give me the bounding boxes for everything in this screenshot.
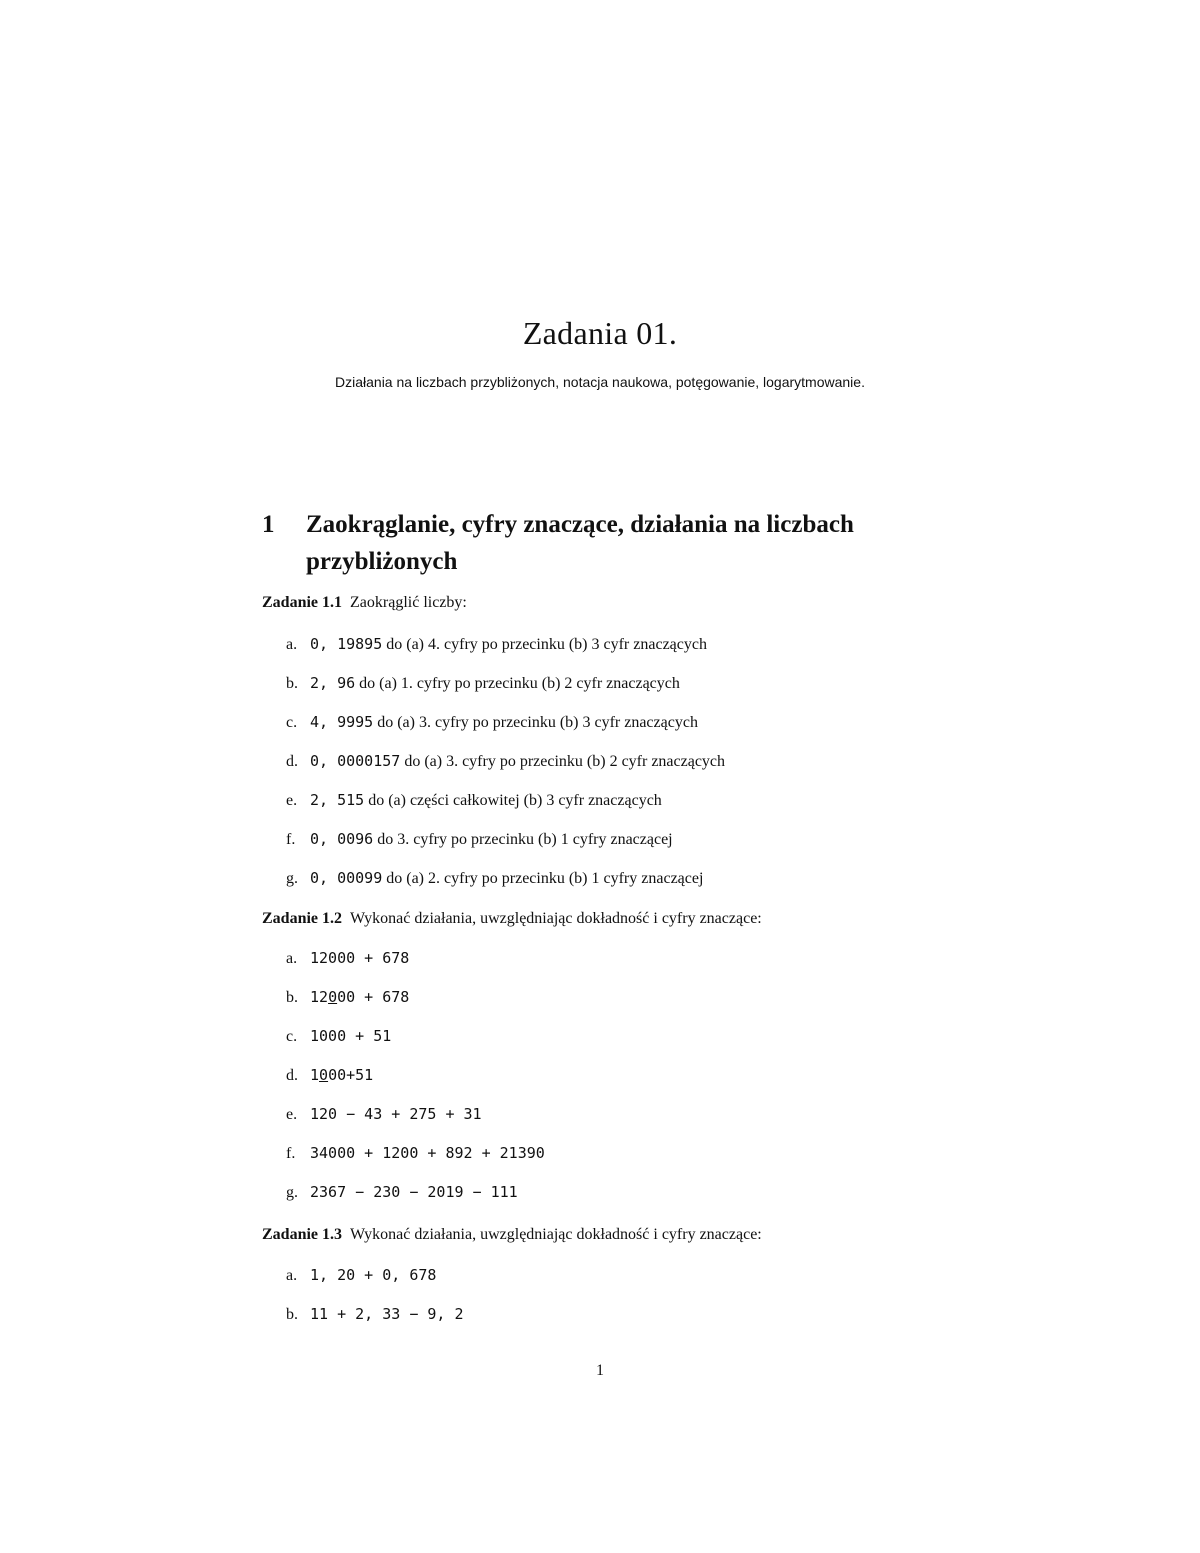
list-item — [286, 790, 725, 829]
item-letter: e. — [286, 1106, 298, 1123]
item-expression: 12000 + 678 — [310, 949, 410, 967]
list-item — [286, 673, 725, 712]
item-number: 0, 0000157 — [310, 752, 401, 770]
list-item — [286, 1026, 545, 1065]
item-letter: d. — [286, 753, 298, 770]
list-item — [286, 751, 725, 790]
item-expression: 120 − 43 + 275 + 31 — [310, 1105, 482, 1123]
item-letter: g. — [286, 870, 298, 887]
expression-part: 00 + 678 — [337, 988, 410, 1006]
list-item — [286, 634, 725, 673]
task-description: Zaokrąglić liczby: — [350, 594, 467, 611]
task-label: Zadanie 1.1 — [262, 594, 343, 611]
task-1-2-title — [262, 910, 762, 928]
item-letter: c. — [286, 714, 298, 731]
underlined-digit: 0 — [328, 988, 338, 1006]
item-expression: 2367 − 230 − 2019 − 111 — [310, 1183, 518, 1201]
list-item — [286, 1182, 545, 1221]
item-expression: 1000 + 51 — [310, 1027, 392, 1045]
item-number: 0, 0096 — [310, 830, 374, 848]
item-text: do (a) 2. cyfry po przecinku (b) 1 cyfry znaczącej — [382, 870, 704, 887]
section-heading — [262, 506, 962, 580]
expression-part: 00+51 — [328, 1066, 374, 1084]
list-item — [286, 1265, 464, 1304]
document-title: Zadania 01. — [522, 315, 678, 351]
item-text: do (a) 3. cyfry po przecinku (b) 2 cyfr znaczących — [400, 753, 726, 770]
document-subtitle: Działania na liczbach przybliżonych, notacja naukowa, potęgowanie, logarytmowanie. — [335, 374, 865, 390]
item-letter: e. — [286, 792, 298, 809]
item-letter: a. — [286, 636, 298, 653]
expression-part: 12 — [310, 988, 329, 1006]
item-number: 0, 19895 — [310, 635, 383, 653]
item-text: do (a) 3. cyfry po przecinku (b) 3 cyfr znaczących — [373, 714, 698, 731]
item-text: do (a) 4. cyfry po przecinku (b) 3 cyfr znaczących — [382, 636, 707, 653]
list-item — [286, 987, 545, 1026]
task-description: Wykonać działania, uwzględniając dokładność i cyfry znaczące: — [350, 1226, 762, 1243]
task-1-1-list — [286, 634, 725, 907]
task-label: Zadanie 1.2 — [262, 910, 343, 927]
item-letter: b. — [286, 1306, 298, 1323]
item-letter: b. — [286, 989, 298, 1006]
expression-part: 1 — [310, 1066, 320, 1084]
item-letter: f. — [286, 831, 296, 848]
item-expression: 1, 20 + 0, 678 — [310, 1266, 437, 1284]
section-number: 1 — [262, 511, 275, 538]
list-item — [286, 712, 725, 751]
task-description: Wykonać działania, uwzględniając dokładność i cyfry znaczące: — [350, 910, 762, 927]
list-item — [286, 1304, 464, 1343]
item-text: do 3. cyfry po przecinku (b) 1 cyfry znaczącej — [373, 831, 673, 848]
task-1-2-list — [286, 948, 545, 1221]
task-1-3-list — [286, 1265, 464, 1343]
item-letter: b. — [286, 675, 298, 692]
page-number: 1 — [596, 1362, 604, 1379]
section-title: Zaokrąglanie, cyfry znaczące, działania na liczbach przybliżonych — [306, 511, 854, 575]
item-number: 0, 00099 — [310, 869, 383, 887]
item-number: 4, 9995 — [310, 713, 374, 731]
item-text: do (a) 1. cyfry po przecinku (b) 2 cyfr znaczących — [355, 675, 680, 692]
item-letter: a. — [286, 1267, 298, 1284]
item-letter: d. — [286, 1067, 298, 1084]
list-item — [286, 1065, 545, 1104]
task-1-3-title — [262, 1226, 762, 1244]
item-expression — [310, 1066, 373, 1084]
list-item — [286, 829, 725, 868]
list-item — [286, 868, 725, 907]
item-letter: c. — [286, 1028, 298, 1045]
list-item — [286, 1143, 545, 1182]
item-number: 2, 96 — [310, 674, 356, 692]
underlined-digit: 0 — [319, 1066, 329, 1084]
item-expression — [310, 988, 409, 1006]
item-expression: 34000 + 1200 + 892 + 21390 — [310, 1144, 545, 1162]
item-letter: f. — [286, 1145, 296, 1162]
list-item — [286, 1104, 545, 1143]
item-letter: g. — [286, 1184, 298, 1201]
item-number: 2, 515 — [310, 791, 365, 809]
item-letter: a. — [286, 950, 298, 967]
task-1-1-title — [262, 594, 467, 612]
item-expression: 11 + 2, 33 − 9, 2 — [310, 1305, 464, 1323]
item-text: do (a) części całkowitej (b) 3 cyfr znaczących — [364, 792, 662, 809]
task-label: Zadanie 1.3 — [262, 1226, 343, 1243]
list-item — [286, 948, 545, 987]
